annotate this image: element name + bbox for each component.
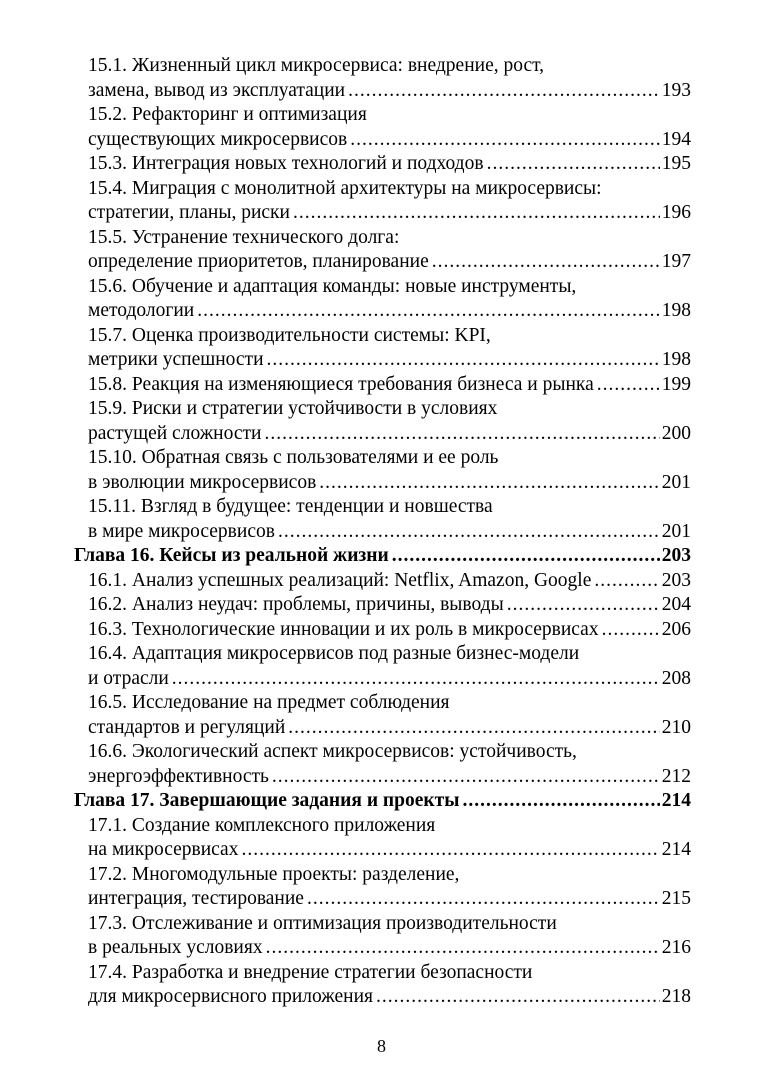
toc-entry bbox=[74, 618, 691, 643]
toc-entry bbox=[74, 863, 691, 912]
dot-leader bbox=[307, 887, 660, 912]
toc-entry bbox=[74, 152, 691, 177]
toc-entry bbox=[74, 740, 691, 789]
toc-entry bbox=[74, 324, 691, 373]
toc-entry bbox=[74, 373, 691, 398]
dot-leader bbox=[197, 299, 660, 324]
toc-entry-title-line: в эволюции микросервисов bbox=[88, 471, 317, 493]
toc-page-number: 198 bbox=[661, 349, 691, 370]
toc-entry-last-line bbox=[88, 471, 691, 496]
dot-leader bbox=[241, 838, 659, 863]
toc-entry bbox=[74, 103, 691, 152]
toc-entry-last-line bbox=[88, 520, 691, 545]
toc-entry-title-line: 15.11. Взгляд в будущее: тенденции и новшества bbox=[88, 496, 493, 517]
toc-page-number: 206 bbox=[661, 618, 691, 640]
dot-leader bbox=[350, 128, 660, 153]
toc-entry-title-line: 15.3. Интеграция новых технологий и подходов bbox=[88, 153, 484, 174]
toc-entry-last-line bbox=[74, 544, 691, 569]
toc-entry-title-line: 15.5. Устранение технического долга: bbox=[88, 226, 400, 248]
table-of-contents bbox=[74, 54, 691, 1010]
toc-entry-last-line bbox=[88, 985, 691, 1010]
toc-entry-title-line: стратегии, планы, риски bbox=[88, 202, 290, 223]
toc-entry bbox=[74, 593, 691, 618]
toc-page-number: 218 bbox=[661, 986, 691, 1007]
toc-entry-last-line bbox=[88, 667, 691, 692]
toc-entry-last-line bbox=[88, 348, 691, 373]
toc-entry bbox=[74, 446, 691, 495]
dot-leader bbox=[432, 250, 660, 275]
toc-entry-title-line: 16.3. Технологические инновации и их роль в микросервисах bbox=[88, 618, 599, 640]
toc-entry-title-line: 16.2. Анализ неудач: проблемы, причины, выводы bbox=[88, 594, 504, 615]
toc-entry-last-line bbox=[88, 79, 691, 104]
toc-entry bbox=[74, 495, 691, 544]
dot-leader bbox=[462, 789, 659, 814]
toc-entry-title-line: на микросервисах bbox=[88, 839, 239, 860]
toc-entry-last-line bbox=[88, 765, 691, 790]
dot-leader bbox=[272, 765, 660, 790]
dot-leader bbox=[487, 152, 660, 177]
toc-page-number: 214 bbox=[661, 839, 691, 860]
toc-entry bbox=[74, 961, 691, 1010]
toc-entry bbox=[74, 275, 691, 324]
toc-entry-last-line bbox=[88, 716, 691, 741]
toc-page-number: 193 bbox=[661, 79, 691, 101]
toc-entry bbox=[74, 912, 691, 961]
toc-entry-title-line: 15.4. Миграция с монолитной архитектуры на микросервисы: bbox=[88, 177, 602, 199]
toc-page-number: 204 bbox=[661, 594, 691, 615]
toc-entry-title-line: метрики успешности bbox=[88, 349, 264, 370]
toc-entry-title-line: методологии bbox=[88, 300, 195, 321]
toc-entry-title-line: определение приоритетов, планирование bbox=[88, 251, 429, 272]
toc-entry-last-line bbox=[88, 618, 691, 643]
dot-leader bbox=[319, 471, 659, 496]
toc-page-number: 197 bbox=[661, 251, 691, 272]
toc-page-number: 214 bbox=[661, 790, 691, 811]
dot-leader bbox=[172, 667, 660, 692]
toc-entry-title-line: 17.2. Многомодульные проекты: разделение, bbox=[88, 863, 460, 885]
toc-entry-title-line: 16.6. Экологический аспект микросервисов: устойчивость, bbox=[88, 741, 577, 762]
toc-entry-title-line: и отрасли bbox=[88, 667, 169, 689]
toc-entry-last-line bbox=[88, 838, 691, 863]
toc-entry bbox=[74, 54, 691, 103]
toc-entry-last-line bbox=[88, 152, 691, 177]
dot-leader bbox=[507, 593, 660, 618]
toc-page-number: 200 bbox=[661, 422, 691, 444]
toc-entry-last-line bbox=[88, 887, 691, 912]
toc-entry-title-line: 15.7. Оценка производительности системы: KPI, bbox=[88, 324, 491, 346]
dot-leader bbox=[597, 373, 660, 398]
toc-entry-title-line: 16.4. Адаптация микросервисов под разные бизнес-модели bbox=[88, 643, 580, 664]
toc-entry-title-line: энергоэффективность bbox=[88, 765, 269, 787]
toc-page-number: 203 bbox=[661, 545, 691, 566]
dot-leader bbox=[348, 79, 660, 104]
dot-leader bbox=[376, 985, 660, 1010]
toc-page-number: 210 bbox=[661, 716, 691, 738]
toc-entry-title-line: 16.5. Исследование на предмет соблюдения bbox=[88, 692, 450, 713]
toc-entry-last-line bbox=[88, 422, 691, 447]
dot-leader bbox=[293, 201, 660, 226]
toc-entry-title-line: стандартов и регуляций bbox=[88, 716, 286, 738]
page-number: 8 bbox=[377, 1036, 386, 1056]
toc-entry-title-line: растущей сложности bbox=[88, 422, 262, 444]
toc-entry-title-line: 15.1. Жизненный цикл микросервиса: внедрение, рост, bbox=[88, 55, 545, 76]
toc-entry-title-line: существующих микросервисов bbox=[88, 128, 348, 150]
toc-entry-last-line bbox=[88, 128, 691, 153]
toc-entry-title-line: в реальных условиях bbox=[88, 937, 263, 958]
toc-entry bbox=[74, 226, 691, 275]
dot-leader bbox=[288, 716, 659, 741]
toc-entry-title-line: 15.10. Обратная связь с пользователями и ее роль bbox=[88, 447, 499, 468]
dot-leader bbox=[602, 618, 660, 643]
toc-page-number: 215 bbox=[661, 888, 691, 909]
toc-page-number: 201 bbox=[661, 520, 691, 542]
toc-entry-title-line: 15.8. Реакция на изменяющиеся требования бизнеса и рынка bbox=[88, 373, 594, 395]
toc-entry bbox=[74, 177, 691, 226]
toc-page-number: 199 bbox=[661, 373, 691, 395]
toc-entry-title-line: для микросервисного приложения bbox=[88, 986, 373, 1007]
dot-leader bbox=[264, 422, 659, 447]
toc-entry-title-line: 17.1. Создание комплексного приложения bbox=[88, 814, 436, 836]
toc-entry-title-line: 16.1. Анализ успешных реализаций: Netflix, Amazon, Google bbox=[88, 569, 592, 591]
toc-entry-title-line: Глава 17. Завершающие задания и проекты bbox=[74, 790, 460, 811]
toc-entry-title-line: замена, вывод из эксплуатации bbox=[88, 79, 346, 101]
toc-page-number: 216 bbox=[661, 937, 691, 958]
toc-entry bbox=[74, 569, 691, 594]
dot-leader bbox=[267, 348, 660, 373]
toc-page-number: 194 bbox=[661, 128, 691, 150]
toc-entry-title-line: 15.6. Обучение и адаптация команды: новые инструменты, bbox=[88, 275, 577, 297]
dot-leader bbox=[266, 936, 660, 961]
toc-page-number: 208 bbox=[661, 667, 691, 689]
toc-page-number: 195 bbox=[661, 153, 691, 174]
toc-entry bbox=[74, 642, 691, 691]
toc-entry-title-line: интеграция, тестирование bbox=[88, 888, 304, 909]
toc-entry bbox=[74, 691, 691, 740]
toc-entry-last-line bbox=[88, 299, 691, 324]
toc-entry-last-line bbox=[88, 250, 691, 275]
toc-chapter-entry bbox=[74, 544, 691, 569]
dot-leader bbox=[594, 569, 659, 594]
toc-entry bbox=[74, 814, 691, 863]
toc-entry-last-line bbox=[88, 593, 691, 618]
toc-entry-last-line bbox=[88, 569, 691, 594]
toc-page-number: 203 bbox=[661, 569, 691, 591]
toc-entry-title-line: 17.4. Разработка и внедрение стратегии безопасности bbox=[88, 961, 533, 983]
dot-leader bbox=[392, 544, 660, 569]
toc-page-number: 201 bbox=[661, 471, 691, 493]
dot-leader bbox=[278, 520, 660, 545]
toc-entry-last-line bbox=[74, 789, 691, 814]
toc-entry-last-line bbox=[88, 373, 691, 398]
toc-entry-title-line: 17.3. Отслеживание и оптимизация производительности bbox=[88, 912, 557, 934]
toc-entry bbox=[74, 397, 691, 446]
toc-page-number: 212 bbox=[661, 765, 691, 787]
toc-page-number: 196 bbox=[661, 202, 691, 223]
toc-page-number: 198 bbox=[661, 300, 691, 321]
toc-entry-title-line: 15.9. Риски и стратегии устойчивости в условиях bbox=[88, 398, 498, 419]
toc-entry-last-line bbox=[88, 936, 691, 961]
toc-chapter-entry bbox=[74, 789, 691, 814]
toc-entry-title-line: 15.2. Рефакторинг и оптимизация bbox=[88, 104, 367, 125]
toc-entry-title-line: Глава 16. Кейсы из реальной жизни bbox=[74, 545, 389, 566]
toc-entry-title-line: в мире микросервисов bbox=[88, 520, 275, 542]
toc-entry-last-line bbox=[88, 201, 691, 226]
